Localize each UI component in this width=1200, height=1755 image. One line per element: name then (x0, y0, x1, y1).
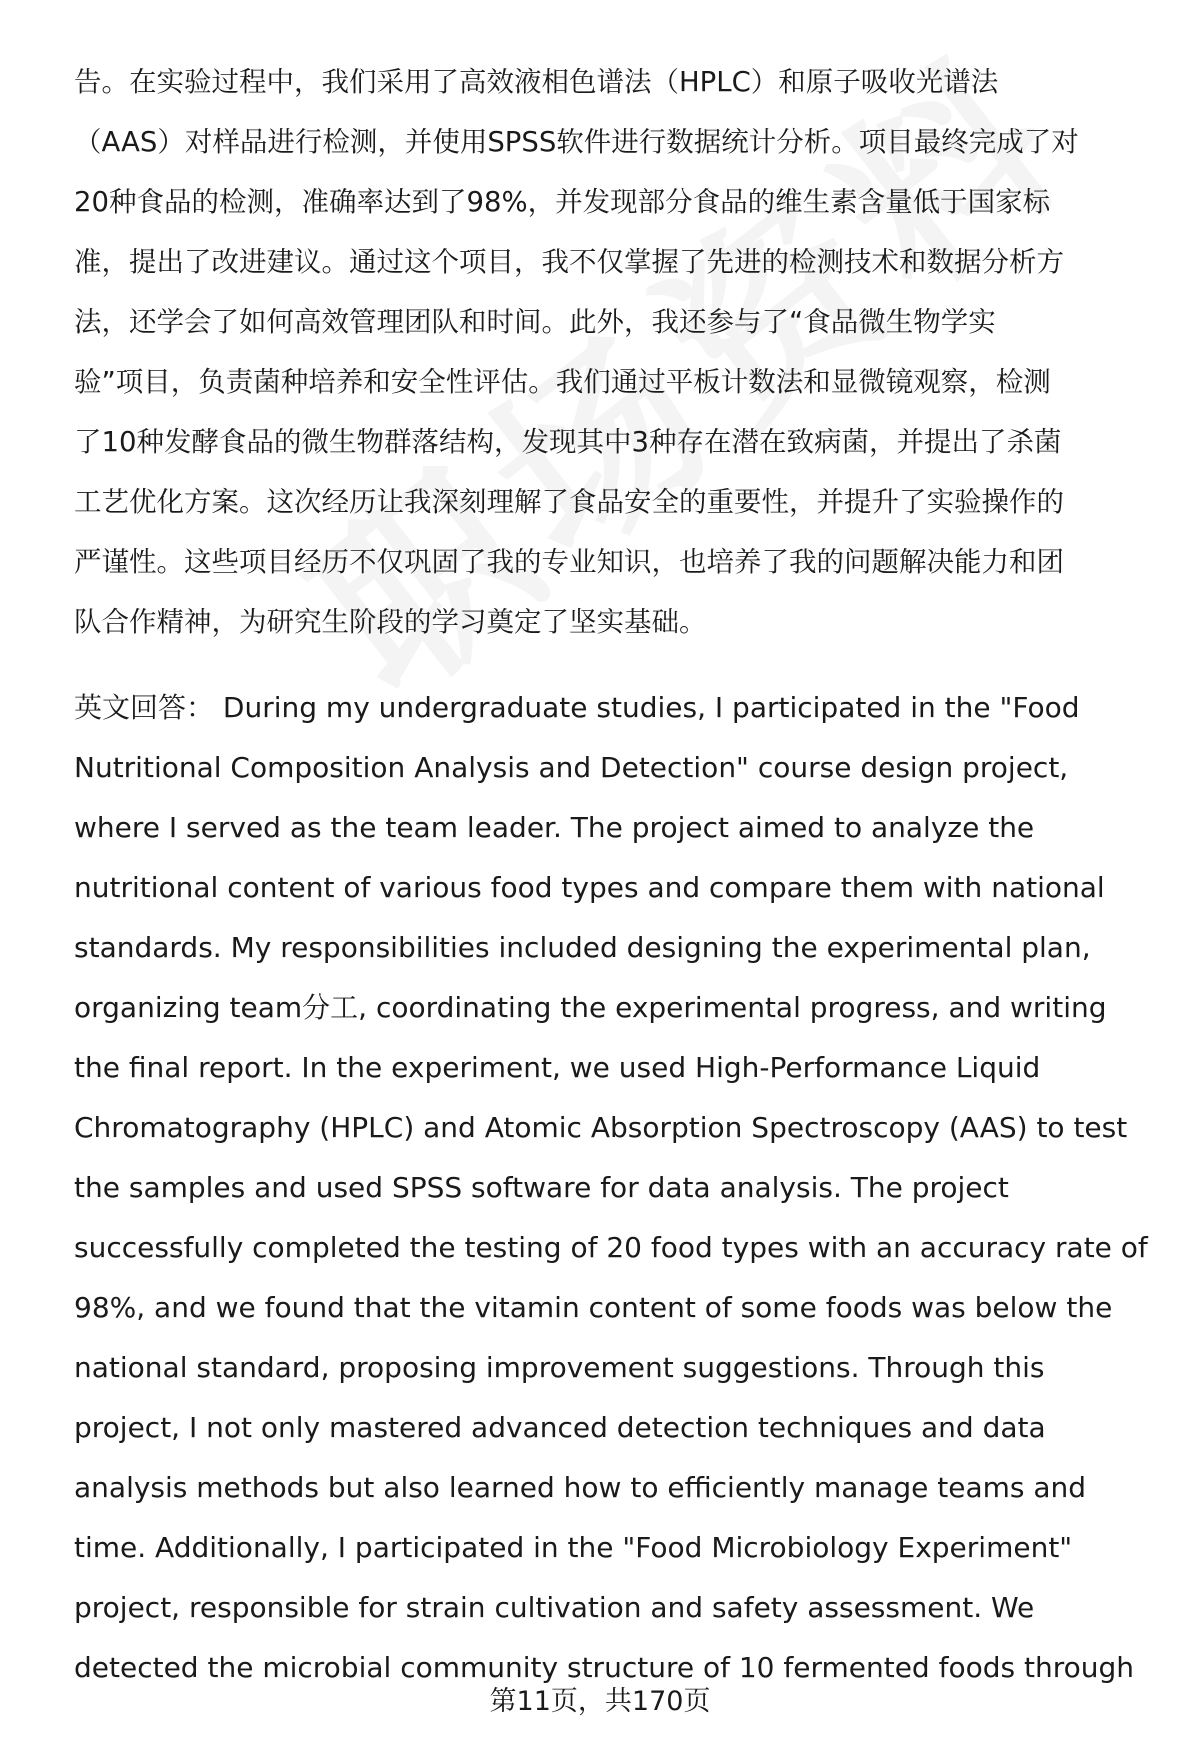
text-line: time. Additionally, I participated in the "Food Microbiology Experiment" (74, 1531, 1073, 1564)
text-line: analysis methods but also learned how to efficiently manage teams and (74, 1471, 1087, 1504)
text-line: the samples and used SPSS software for data analysis. The project (74, 1171, 1009, 1204)
text-line: 98%, and we found that the vitamin content of some foods was below the (74, 1291, 1113, 1324)
text-line: the final report. In the experiment, we used High-Performance Liquid (74, 1051, 1041, 1084)
text-line: national standard, proposing improvement suggestions. Through this (74, 1351, 1045, 1384)
text-line: 验”项目，负责菌种培养和安全性评估。我们通过平板计数法和显微镜观察，检测 (74, 366, 1051, 398)
text-line: 告。在实验过程中，我们采用了高效液相色谱法（HPLC）和原子吸收光谱法 (74, 66, 999, 98)
text-line: successfully completed the testing of 20 food types with an accuracy rate of (74, 1231, 1148, 1264)
chinese-paragraph (74, 52, 1164, 652)
text-line: 20种食品的检测，准确率达到了98%，并发现部分食品的维生素含量低于国家标 (74, 186, 1051, 218)
text-line: 法，还学会了如何高效管理团队和时间。此外，我还参与了“食品微生物学实 (74, 306, 996, 338)
text-line: organizing team分工, coordinating the experimental progress, and writing (74, 991, 1107, 1024)
text-line: Chromatography (HPLC) and Atomic Absorption Spectroscopy (AAS) to test (74, 1111, 1128, 1144)
text-line: where I served as the team leader. The project aimed to analyze the (74, 811, 1035, 844)
text-line: 严谨性。这些项目经历不仅巩固了我的专业知识，也培养了我的问题解决能力和团 (74, 546, 1064, 578)
text-line: detected the microbial community structure of 10 fermented foods through (74, 1651, 1135, 1684)
text-line: project, I not only mastered advanced detection techniques and data (74, 1411, 1046, 1444)
text-line: 准，提出了改进建议。通过这个项目，我不仅掌握了先进的检测技术和数据分析方 (74, 246, 1064, 278)
english-paragraph (74, 678, 1164, 1698)
text-line: standards. My responsibilities included designing the experimental plan, (74, 931, 1091, 964)
text-line: project, responsible for strain cultivation and safety assessment. We (74, 1591, 1035, 1624)
text-line: 英文回答： During my undergraduate studies, I participated in the "Food (74, 691, 1080, 724)
text-line: Nutritional Composition Analysis and Detection" course design project, (74, 751, 1069, 784)
text-line: 队合作精神，为研究生阶段的学习奠定了坚实基础。 (74, 606, 707, 638)
text-line: 了10种发酵食品的微生物群落结构，发现其中3种存在潜在致病菌，并提出了杀菌 (74, 426, 1062, 458)
text-line: （AAS）对样品进行检测，并使用SPSS软件进行数据统计分析。项目最终完成了对 (74, 126, 1079, 158)
text-line: nutritional content of various food types and compare them with national (74, 871, 1105, 904)
text-line: 工艺优化方案。这次经历让我深刻理解了食品安全的重要性，并提升了实验操作的 (74, 486, 1064, 518)
page-number: 第11页，共170页 (489, 1686, 711, 1717)
